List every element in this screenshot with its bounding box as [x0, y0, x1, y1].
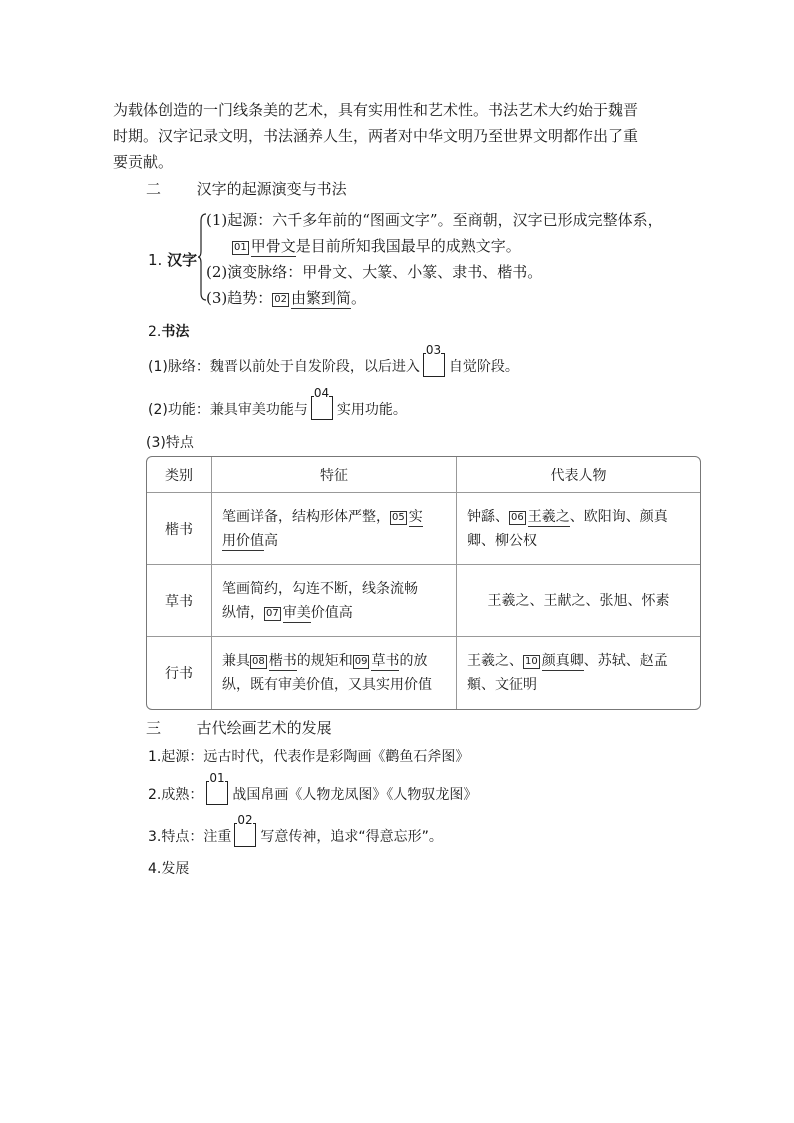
- table-row: [147, 493, 700, 565]
- feature-cell: [212, 565, 457, 637]
- answer-number-badge: 01: [234, 242, 247, 253]
- hanzi-origin-rest: 是目前所知我国最早的成熟文字。: [295, 237, 521, 255]
- section-2-heading: [146, 179, 347, 199]
- section-3-title: 古代绘画艺术的发展: [196, 719, 332, 737]
- table-header-category: 类别: [147, 457, 212, 493]
- answer-text: 草书: [371, 653, 400, 669]
- intro-line-1: 为载体创造的一门线条美的艺术，具有实用性和艺术性。书法艺术大约始于魏晋: [113, 101, 639, 119]
- representatives-text: 、欧阳询、颜真: [569, 508, 668, 525]
- hanzi-evolution: (2)演变脉络：甲骨文、大篆、小篆、隶书、楷书。: [206, 263, 543, 281]
- painting-mature-answer: 战国帛画《人物龙凤图》《人物驭龙图》: [232, 787, 478, 803]
- hanzi-label-number: 1.: [148, 251, 163, 269]
- feature-text: 价值高: [310, 604, 353, 621]
- calligraphy-features-heading: (3)特点: [146, 435, 194, 451]
- representatives-cell: 王羲之、王献之、张旭、怀素: [457, 565, 700, 637]
- painting-traits-label: 3.特点：注重: [148, 829, 232, 845]
- answer-text: 颜真卿: [541, 653, 584, 669]
- answer-text: 由繁到简: [290, 289, 351, 307]
- calligraphy-function-text: (2)功能：兼具审美功能与: [148, 402, 308, 418]
- answer-box-number: 01: [209, 771, 225, 785]
- hanzi-label: [148, 249, 197, 270]
- calligraphy-vein: [148, 343, 519, 377]
- intro-line-3: 要贡献。: [113, 153, 174, 171]
- section-3-number: 三: [146, 719, 162, 737]
- answer-box-number: 04: [313, 386, 330, 400]
- representatives-text: 王羲之、: [467, 653, 523, 669]
- answer-text: 审美: [282, 604, 311, 621]
- feature-text: 纵情，: [222, 604, 264, 621]
- calligraphy-table: [146, 456, 701, 710]
- answer-number-badge: 06: [511, 511, 524, 523]
- hanzi-trend-end: 。: [351, 289, 367, 307]
- calligraphy-vein-text: (1)脉络：魏晋以前处于自发阶段，以后进入: [148, 359, 420, 375]
- painting-traits: [148, 813, 443, 847]
- answer-box: [234, 813, 256, 847]
- answer-number-badge: 10: [525, 656, 538, 667]
- representatives-text: 頫、文征明: [467, 677, 537, 693]
- brace-icon: [198, 213, 206, 301]
- answer-number-badge: 09: [354, 656, 368, 667]
- category-cell: 行书: [147, 637, 212, 709]
- calligraphy-heading-number: 2.: [148, 324, 162, 340]
- answer-text: 用价值: [222, 532, 264, 549]
- representatives-text: 钟繇、: [467, 508, 509, 525]
- answer-number-badge: 08: [252, 656, 265, 667]
- painting-mature-label: 2.成熟：: [148, 787, 204, 803]
- answer-box: [206, 771, 228, 805]
- feature-text: 笔画详备，结构形体严整，: [222, 508, 390, 525]
- section-2-title: 汉字的起源演变与书法: [196, 180, 347, 198]
- table-row: [147, 565, 700, 637]
- answer-text: 实: [408, 508, 423, 525]
- calligraphy-vein-answer: 自觉阶段。: [448, 359, 519, 375]
- hanzi-origin-line-1: (1)起源：六千多年前的“图画文字”。至商朝，汉字已形成完整体系，: [206, 211, 663, 229]
- calligraphy-heading-text: 书法: [161, 324, 190, 340]
- feature-text: 的放: [399, 653, 428, 669]
- table-header-feature: 特征: [212, 457, 457, 493]
- representatives-cell: [457, 637, 700, 709]
- feature-cell: [212, 637, 457, 709]
- calligraphy-function-answer: 实用功能。: [336, 402, 407, 418]
- answer-number-badge: 05: [392, 511, 405, 523]
- representatives-cell: [457, 493, 700, 565]
- intro-line-2: 时期。汉字记录文明，书法涵养人生，两者对中华文明乃至世界文明都作出了重: [113, 127, 639, 145]
- calligraphy-function: [148, 386, 407, 420]
- answer-box-number: 03: [425, 343, 442, 357]
- category-cell: 楷书: [147, 493, 212, 565]
- painting-origin: 1.起源：远古时代，代表作是彩陶画《鹳鱼石斧图》: [148, 749, 470, 765]
- feature-text: 笔画简约，勾连不断，线条流畅: [222, 580, 418, 597]
- hanzi-trend-label: (3)趋势：: [206, 289, 273, 307]
- category-cell: 草书: [147, 565, 212, 637]
- section-3-heading: [146, 718, 332, 738]
- answer-text: 楷书: [268, 653, 297, 669]
- painting-mature: [148, 771, 478, 805]
- answer-box-number: 02: [237, 813, 253, 827]
- answer-box: [311, 386, 333, 420]
- answer-number-badge: 07: [266, 607, 279, 619]
- table-header-row: [147, 457, 700, 493]
- feature-text: 纵，既有审美价值，又具实用价值: [222, 677, 432, 693]
- hanzi-trend: [206, 288, 366, 308]
- painting-development: 4.发展: [148, 861, 190, 877]
- representatives-text: 、苏轼、赵孟: [583, 653, 668, 669]
- representatives-text: 卿、柳公权: [467, 532, 537, 549]
- feature-text: 兼具: [222, 653, 250, 669]
- answer-box: [423, 343, 445, 377]
- feature-text: 高: [264, 532, 278, 549]
- table-header-representatives: 代表人物: [457, 457, 700, 493]
- hanzi-origin-line-2: [232, 236, 521, 256]
- table-row: [147, 637, 700, 709]
- answer-text: 甲骨文: [250, 237, 296, 255]
- calligraphy-heading: [148, 321, 189, 341]
- hanzi-label-text: 汉字: [167, 251, 198, 269]
- section-2-number: 二: [146, 180, 162, 198]
- answer-text: 王羲之: [527, 508, 570, 525]
- feature-text: 的规矩和: [296, 653, 353, 669]
- painting-traits-answer: 写意传神，追求“得意忘形”。: [260, 829, 443, 845]
- answer-number-badge: 02: [274, 294, 287, 305]
- feature-cell: [212, 493, 457, 565]
